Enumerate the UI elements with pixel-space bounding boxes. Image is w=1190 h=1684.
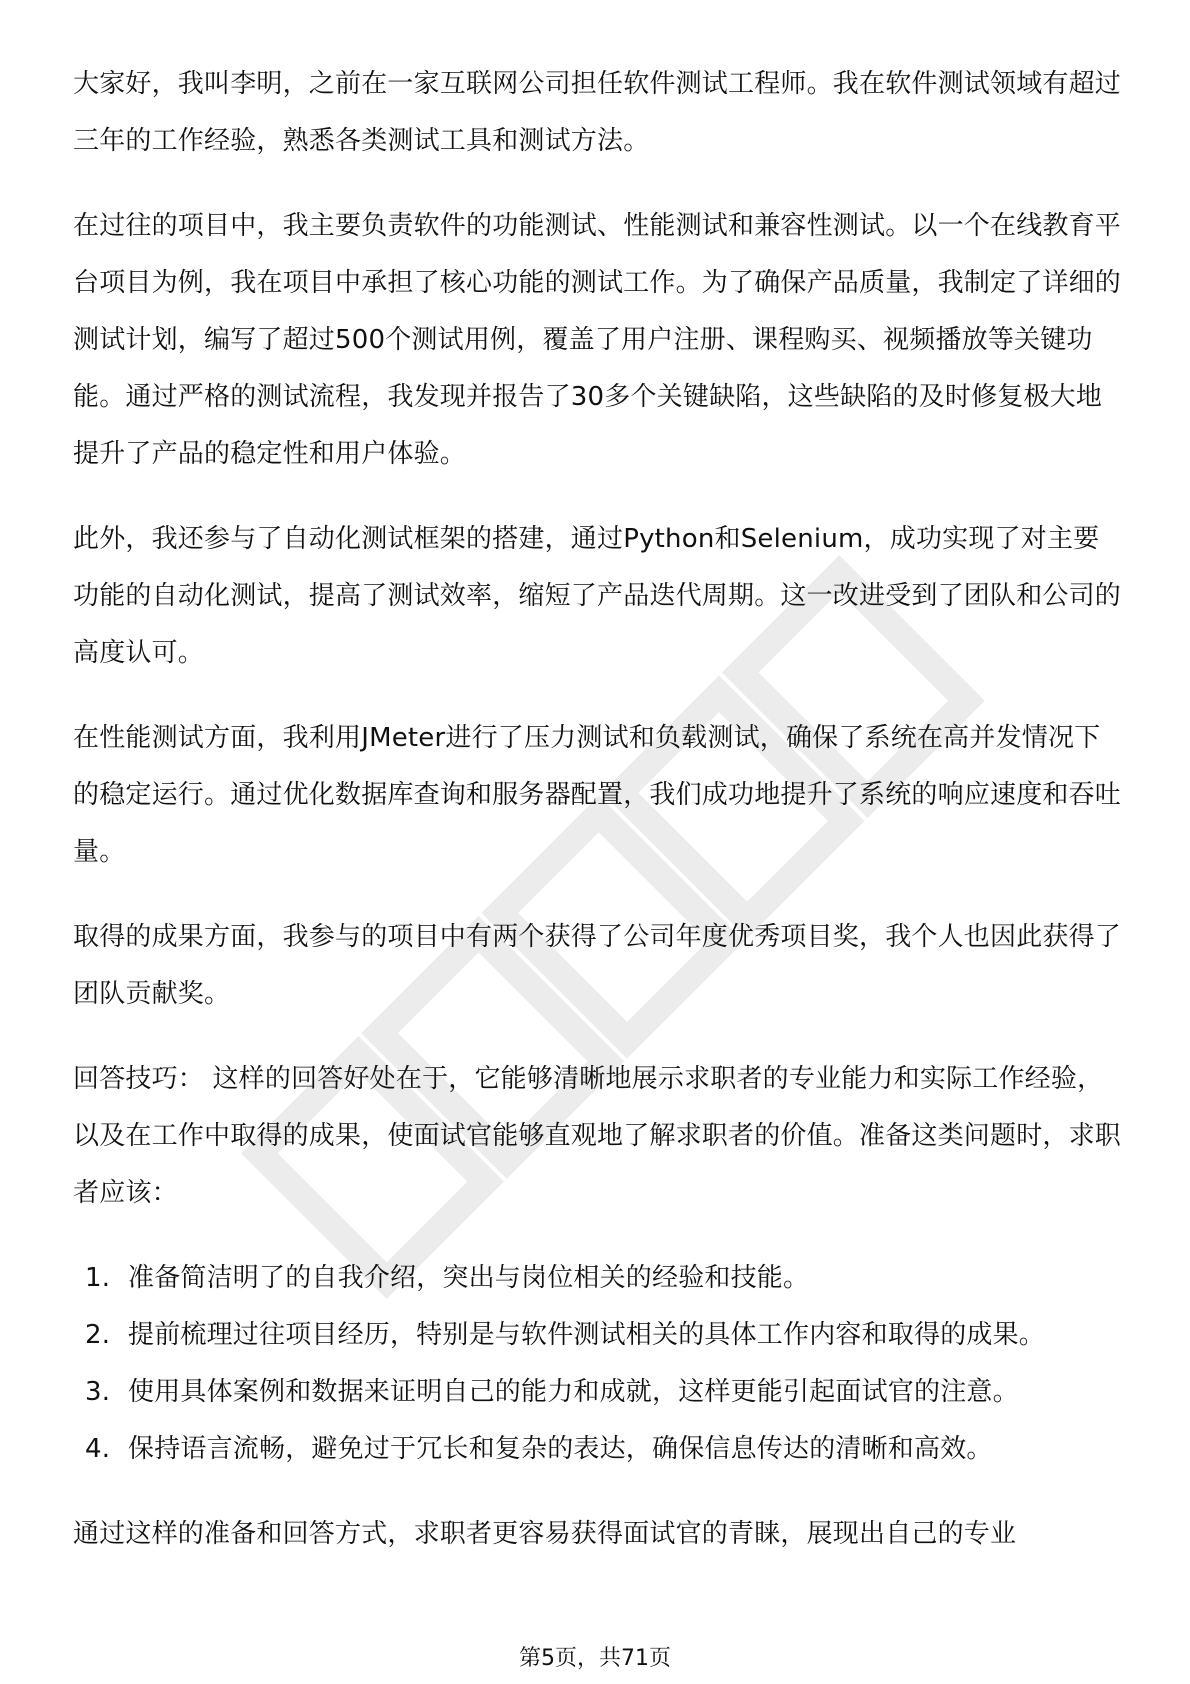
list-item: [73, 1307, 1123, 1364]
paragraph-automation: 此外，我还参与了自动化测试框架的搭建，通过Python和Selenium，成功实现了对主要功能的自动化测试，提高了测试效率，缩短了产品迭代周期。这一改进受到了团队和公司的高度认可。: [73, 524, 1122, 668]
list-item-number: 3.: [85, 1377, 111, 1407]
paragraph-answer-tips: 回答技巧： 这样的回答好处在于，它能够清晰地展示求职者的专业能力和实际工作经验，以及在工作中取得的成果，使面试官能够直观地了解求职者的价值。准备这类问题时，求职者应该：: [73, 1064, 1122, 1208]
paragraph-closing: 通过这样的准备和回答方式，求职者更容易获得面试官的青睐，展现出自己的专业: [73, 1519, 1017, 1549]
paragraph-intro: 大家好，我叫李明，之前在一家互联网公司担任软件测试工程师。我在软件测试领域有超过三年的工作经验，熟悉各类测试工具和测试方法。: [73, 69, 1122, 156]
list-item: [73, 1364, 1123, 1421]
list-item: [73, 1250, 1123, 1307]
list-item-number: 2.: [85, 1320, 111, 1350]
page-number-footer: 第5页，共71页: [519, 1646, 671, 1671]
list-item-number: 4.: [85, 1434, 111, 1464]
list-item-text: 准备简洁明了的自我介绍，突出与岗位相关的经验和技能。: [128, 1263, 810, 1293]
list-item-number: 1.: [85, 1263, 111, 1293]
list-item-text: 使用具体案例和数据来证明自己的能力和成就，这样更能引起面试官的注意。: [128, 1377, 1019, 1407]
paragraph-project-experience: 在过往的项目中，我主要负责软件的功能测试、性能测试和兼容性测试。以一个在线教育平台项目为例，我在项目中承担了核心功能的测试工作。为了确保产品质量，我制定了详细的测试计划，编写了超过500个测试用例，覆盖了用户注册、课程购买、视频播放等关键功能。通过严格的测试流程，我发现并报告了30多个关键缺陷，这些缺陷的及时修复极大地提升了产品的稳定性和用户体验。: [73, 211, 1122, 469]
main-content: [73, 56, 1123, 1591]
paragraph-achievements: 取得的成果方面，我参与的项目中有两个获得了公司年度优秀项目奖，我个人也因此获得了团队贡献奖。: [73, 922, 1122, 1009]
tips-list: [73, 1250, 1123, 1478]
paragraph-performance: 在性能测试方面，我利用JMeter进行了压力测试和负载测试，确保了系统在高并发情况下的稳定运行。通过优化数据库查询和服务器配置，我们成功地提升了系统的响应速度和吞吐量。: [73, 723, 1122, 867]
list-item-text: 提前梳理过往项目经历，特别是与软件测试相关的具体工作内容和取得的成果。: [128, 1320, 1046, 1350]
list-item: [73, 1421, 1123, 1478]
list-item-text: 保持语言流畅，避免过于冗长和复杂的表达，确保信息传达的清晰和高效。: [128, 1434, 993, 1464]
